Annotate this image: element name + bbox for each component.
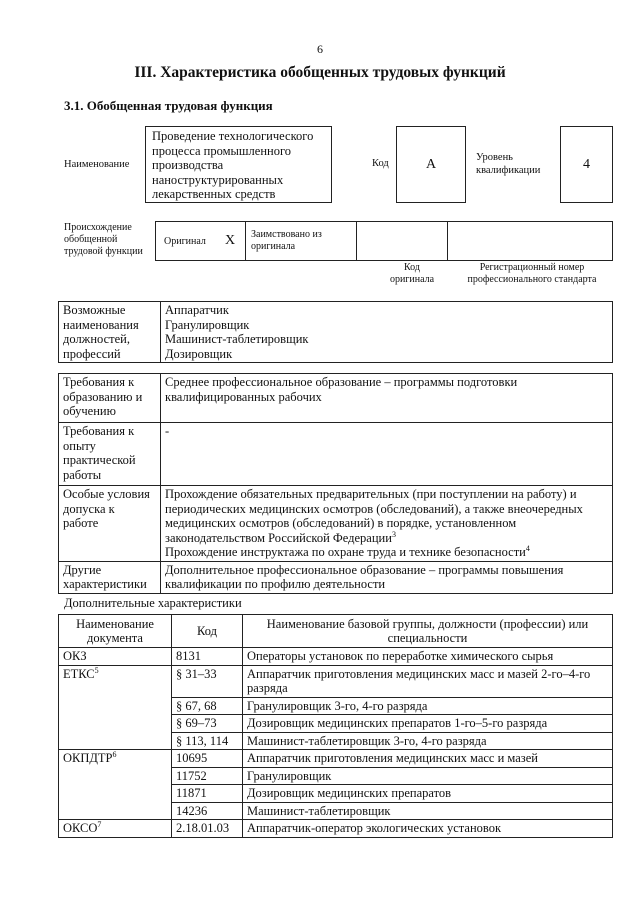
table-row	[59, 423, 613, 486]
original-label: Оригинал	[164, 236, 206, 247]
code-label: Код	[372, 158, 389, 169]
requirement-label	[59, 423, 161, 486]
code-value: А	[425, 156, 437, 172]
borrowed-label	[251, 229, 322, 253]
name-cell: Дозировщик медицинских препаратов	[243, 785, 613, 803]
footnote-ref: 3	[391, 529, 396, 539]
requirements-table	[58, 373, 613, 594]
caption-line: оригинала	[389, 274, 435, 285]
code-original-caption	[380, 262, 444, 286]
label-line: Требования к	[63, 424, 135, 438]
value-line: -	[165, 424, 170, 438]
name-cell: Машинист-таблетировщик 3-го, 4-го разряда	[243, 732, 613, 750]
header-name	[243, 615, 613, 648]
name-cell: Машинист-таблетировщик	[243, 802, 613, 820]
table-row	[59, 374, 613, 423]
section-title: III. Характеристика обобщенных трудовых функций	[134, 64, 506, 81]
code-cell: § 67, 68	[172, 697, 243, 715]
value-text: законодательством Российской Федерации	[165, 530, 392, 545]
footnote-ref: 4	[525, 543, 530, 553]
value-line: периодических медицинских осмотров (обследований), а также внеочередных	[165, 501, 583, 516]
value-line	[165, 545, 608, 560]
table-row	[59, 750, 613, 768]
header-line: специальности	[387, 631, 468, 645]
name-cell: Аппаратчик приготовления медицинских масс и мазей	[243, 750, 613, 768]
name-cell: Гранулировщик 3-го, 4-го разряда	[243, 697, 613, 715]
function-name-line: производства	[152, 158, 224, 172]
origin-box	[155, 221, 613, 261]
code-cell: 11752	[172, 767, 243, 785]
positions-table	[58, 301, 613, 363]
label-line: допуска к	[63, 501, 115, 516]
divider	[245, 222, 246, 260]
header-code: Код	[172, 615, 243, 648]
code-cell: 11871	[172, 785, 243, 803]
label-line: Другие	[63, 562, 102, 577]
code-cell: 10695	[172, 750, 243, 768]
caption-line: Регистрационный номер	[479, 262, 585, 273]
name-cell: Аппаратчик приготовления медицинских масс и мазей 2-го–4-го разряда	[243, 665, 613, 697]
table-header-row	[59, 615, 613, 648]
additional-table	[58, 614, 613, 838]
table-row	[59, 486, 613, 562]
table-row	[59, 820, 613, 838]
footnote-ref: 6	[112, 749, 117, 759]
level-label-line: квалификации	[476, 164, 541, 176]
function-name-line: наноструктурированных	[152, 172, 284, 187]
value-line: квалифицированных рабочих	[165, 389, 322, 404]
function-name-line: процесса промышленного	[152, 143, 292, 158]
doc-cell	[59, 820, 172, 838]
level-label-line: Уровень	[476, 152, 513, 163]
page-number: 6	[317, 42, 323, 56]
header-line: Наименование	[76, 616, 154, 631]
borrowed-label-line: Заимствовано из	[251, 229, 322, 240]
label-line: образованию и	[63, 389, 143, 404]
value-line: Среднее профессиональное образование – программы подготовки	[165, 375, 518, 389]
level-value: 4	[583, 156, 590, 172]
positions-values	[161, 302, 613, 363]
requirement-value	[161, 423, 613, 486]
naming-label: Наименование	[64, 159, 130, 170]
requirement-value	[161, 486, 613, 562]
divider	[447, 222, 448, 260]
position-item: Гранулировщик	[165, 317, 250, 332]
label-line: обучению	[63, 404, 116, 418]
header-line: документа	[87, 631, 143, 645]
origin-label-line: обобщенной	[64, 234, 118, 245]
borrowed-label-line: оригинала	[251, 241, 296, 252]
code-cell: 2.18.01.03	[172, 820, 243, 838]
divider	[356, 222, 357, 260]
value-line	[165, 531, 608, 546]
caption-line: Код	[404, 262, 420, 273]
position-item: Машинист-таблетировщик	[165, 332, 309, 346]
value-line: медицинских осмотров (обследований) в порядке, установленном	[165, 516, 517, 530]
label-line: работе	[63, 516, 99, 530]
name-cell: Дозировщик медицинских препаратов 1-го–5-го разряда	[243, 715, 613, 733]
doc-name: ОКЗ	[63, 649, 87, 663]
header-line: Наименование базовой группы, должности (профессии) или	[266, 616, 589, 631]
code-cell: § 113, 114	[172, 732, 243, 750]
table-row	[59, 561, 613, 593]
code-value-box	[396, 126, 466, 203]
value-text: Прохождение инструктажа по охране труда и технике безопасности	[165, 545, 526, 559]
doc-cell	[59, 648, 172, 666]
label-line: Особые условия	[63, 487, 150, 501]
header-doc	[59, 615, 172, 648]
requirement-value	[161, 561, 613, 593]
caption-line: профессионального стандарта	[467, 274, 597, 285]
position-item: Дозировщик	[165, 346, 233, 361]
code-cell: § 31–33	[172, 665, 243, 697]
doc-cell	[59, 750, 172, 820]
origin-label-line: трудовой функции	[64, 246, 143, 257]
label-line: Возможные	[63, 303, 126, 317]
original-mark: X	[225, 233, 236, 248]
additional-title: Дополнительные характеристики	[64, 596, 242, 610]
doc-name: ОКСО	[63, 821, 98, 835]
requirement-value	[161, 374, 613, 423]
label-line: опыту	[63, 438, 96, 453]
function-name-box	[145, 126, 332, 203]
origin-label-line: Происхождение	[64, 222, 132, 233]
table-row	[59, 665, 613, 697]
label-line: наименования	[63, 317, 139, 332]
requirement-label	[59, 486, 161, 562]
doc-name: ЕТКС	[63, 666, 95, 681]
label-line: профессий	[63, 346, 121, 361]
label-line: практической	[63, 453, 136, 467]
level-value-box	[560, 126, 613, 203]
name-cell: Операторы установок по переработке химического сырья	[243, 648, 613, 666]
requirement-label	[59, 374, 161, 423]
code-cell: 8131	[172, 648, 243, 666]
label-line: должностей,	[63, 332, 130, 346]
table-row	[59, 648, 613, 666]
table-row	[59, 302, 613, 363]
function-name-line: лекарственных средств	[152, 187, 276, 201]
positions-label	[59, 302, 161, 363]
level-label	[476, 152, 540, 177]
requirement-label	[59, 561, 161, 593]
value-line: Прохождение обязательных предварительных (при поступлении на работу) и	[165, 487, 577, 501]
value-line: Дополнительное профессиональное образование – программы повышения	[165, 562, 564, 577]
label-line: характеристики	[63, 577, 147, 591]
doc-name: ОКПДТР	[63, 751, 113, 765]
value-line: квалификации по профилю деятельности	[165, 577, 386, 591]
label-line: Требования к	[63, 375, 135, 389]
function-name-line: Проведение технологического	[152, 129, 314, 143]
position-item: Аппаратчик	[165, 303, 229, 317]
doc-cell	[59, 665, 172, 750]
code-cell: § 69–73	[172, 715, 243, 733]
label-line: работы	[63, 467, 102, 482]
name-cell: Гранулировщик	[243, 767, 613, 785]
code-cell: 14236	[172, 802, 243, 820]
subsection-title: 3.1. Обобщенная трудовая функция	[64, 98, 273, 113]
footnote-ref: 5	[94, 665, 99, 675]
origin-label	[64, 222, 143, 258]
footnote-ref: 7	[97, 819, 102, 829]
name-cell: Аппаратчик-оператор экологических установок	[243, 820, 613, 838]
reg-number-caption	[452, 262, 612, 286]
